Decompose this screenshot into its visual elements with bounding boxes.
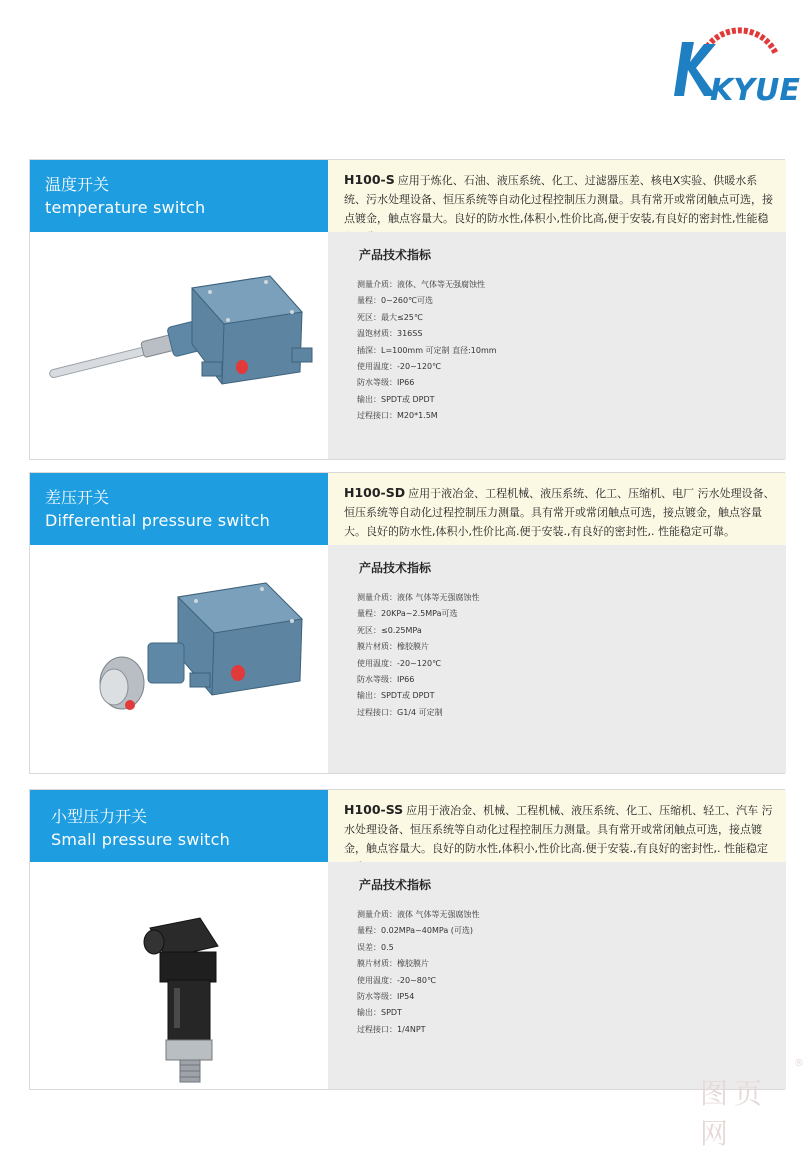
title-en: Small pressure switch [51,830,230,849]
spec-item: 过程接口：G1/4 可定制 [357,707,443,717]
spec-title: 产品技术指标 [359,248,432,262]
spec-item: 输出：SPDT [357,1008,402,1018]
description-text: 应用于炼化、石油、液压系统、化工、过滤器压差、核电X实验、供暖水系统、污水处理设备、恒压系统等自动化过程控制压力测量。具有常开或常闭触点可选，接点镀金，触点容量大。良好的防水性,体积小,性价比高,便于安装,有良好的密封性,性能稳 [344,174,773,225]
spec-item: 防水等级：IP66 [357,674,415,684]
kyue-logo-icon [664,30,800,110]
spec-panel [328,232,786,459]
spec-list [353,907,786,1038]
product-section-differential-pressure-switch [29,472,787,774]
spec-panel [328,545,786,773]
title-en: temperature switch [45,198,206,217]
differential-pressure-switch-image [30,545,328,775]
spec-panel [328,862,786,1089]
product-section-temperature-switch [29,159,787,460]
spec-item: 防水等级：IP54 [357,991,415,1001]
title-cn: 温度开关 [45,175,110,194]
spec-item: 输出：SPDT或 DPDT [357,394,435,404]
temperature-switch-image [30,232,328,461]
title-en: Differential pressure switch [45,511,271,530]
section-title [30,160,328,232]
spec-item: 过程接口：M20*1.5M [357,411,438,421]
spec-item: 插深：L=100mm 可定制 直径:10mm [357,345,497,355]
product-image [30,545,328,773]
spec-item: 死区：≤0.25MPa [357,625,422,635]
product-image [30,862,328,1089]
section-title [30,473,328,545]
product-description [328,160,786,232]
watermark-text: 图页网 [700,1077,769,1150]
description-text: 应用于液冶金、工程机械、液压系统、化工、压缩机、电厂 污水处理设备、恒压系统等自动化过程控制压力测量。具有常开或常闭触点可选，接点镀金，触点容量大。良好的防水性,体积小,性价比高.便于安装.,有良好的密封性,. 性能稳定可靠。 [344,487,775,538]
spec-item: 温饱材质：316SS [357,329,423,339]
spec-item: 量程：20KPa~2.5MPa可选 [357,609,458,619]
product-image [30,232,328,459]
spec-title: 产品技术指标 [359,878,432,892]
watermark [700,1058,804,1152]
brand-logo [664,30,800,110]
spec-item: 使用温度：-20~120℃ [357,361,442,371]
model-code: H100-S [344,172,395,187]
spec-item: 过程接口：1/4NPT [357,1024,426,1034]
product-description [328,473,786,545]
spec-item: 防水等级：IP66 [357,378,415,388]
model-code: H100-SD [344,485,406,500]
spec-item: 测量介质：液体 气体等无强腐蚀性 [357,910,480,919]
logo-text: KYUE [710,73,800,108]
spec-item: 使用温度：-20~120℃ [357,658,442,668]
spec-list [353,277,786,425]
spec-item: 输出：SPDT或 DPDT [357,691,435,701]
spec-item: 死区：最大≤25℃ [357,312,423,322]
spec-item: 膜片材质：橡胶膜片 [357,642,429,652]
title-cn: 差压开关 [45,488,110,507]
title-cn: 小型压力开关 [51,807,148,826]
section-title [30,790,328,862]
spec-item: 使用温度：-20~80℃ [357,975,436,985]
spec-title: 产品技术指标 [359,561,432,575]
spec-item: 量程：0~260℃可选 [357,296,434,306]
spec-item: 误差：0.5 [357,942,394,952]
registered-mark: ® [794,1058,804,1069]
small-pressure-switch-image [30,862,328,1091]
spec-list [353,590,786,721]
product-description [328,790,786,862]
model-code: H100-SS [344,802,404,817]
spec-item: 膜片材质：橡胶膜片 [357,959,429,969]
product-section-small-pressure-switch [29,789,787,1090]
spec-item: 测量介质：液体、气体等无强腐蚀性 [357,280,485,289]
spec-item: 测量介质：液体 气体等无强腐蚀性 [357,593,480,602]
description-text: 应用于液冶金、机械、工程机械、液压系统、化工、压缩机、轻工、汽车 污水处理设备、恒压系统等自动化过程控制压力测量。具有常开或常闭触点可选，接点镀金，触点容量大。良好的防水性,体积小,性价比高.便于安装.,有良好的密封性,. 性能稳定 [344,804,773,855]
spec-item: 量程：0.02MPa~40MPa (可选) [357,926,474,936]
